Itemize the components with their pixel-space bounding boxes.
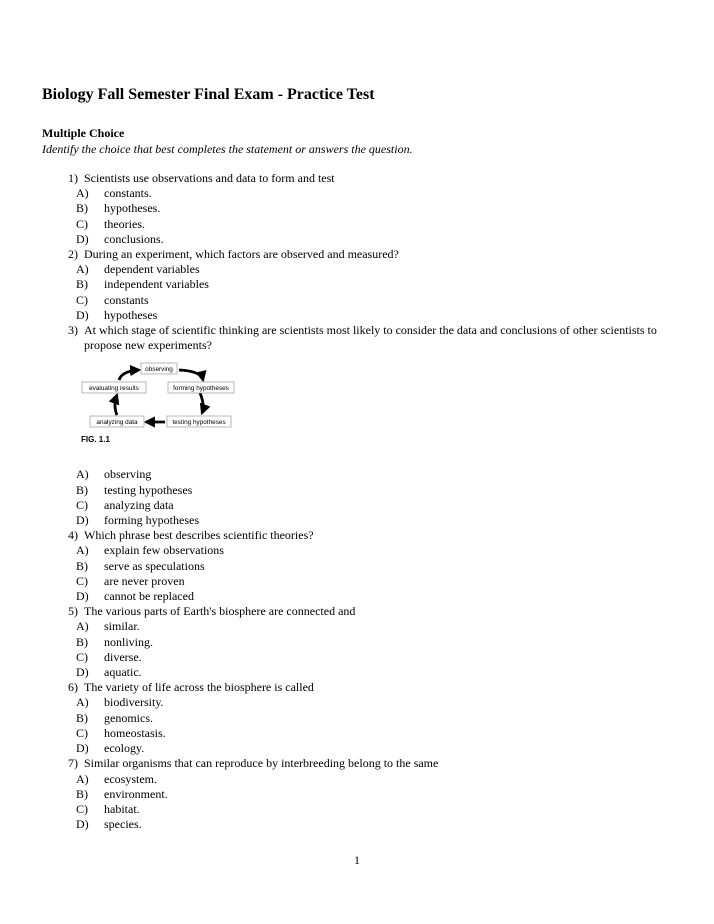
choice-text: hypotheses.	[104, 201, 161, 216]
choice-text: similar.	[104, 619, 140, 634]
choice-b	[42, 787, 692, 802]
question-number: 5)	[68, 604, 78, 619]
choice-text: conclusions.	[104, 231, 164, 246]
choice-letter: B)	[76, 634, 88, 649]
choice-letter: D)	[76, 513, 89, 528]
choice-d	[42, 741, 692, 756]
cycle-diagram	[79, 359, 239, 459]
choice-d	[42, 665, 692, 680]
choice-c	[42, 802, 692, 817]
choice-text: habitat.	[104, 801, 140, 816]
choice-d	[42, 513, 692, 528]
box-analyzing-label: analyzing data	[96, 419, 138, 427]
choice-text: nonliving.	[104, 634, 154, 649]
question-text: The variety of life across the biosphere is called	[84, 680, 314, 695]
choice-text: independent variables	[104, 277, 209, 292]
choice-text: ecosystem.	[104, 771, 157, 786]
choice-a	[42, 619, 692, 634]
choice-letter: C)	[76, 725, 88, 740]
choice-text: homeostasis.	[104, 725, 166, 740]
choice-a	[42, 186, 692, 201]
choice-b	[42, 483, 692, 498]
question-number: 6)	[68, 680, 78, 695]
choice-text: genomics.	[104, 710, 153, 725]
choice-text: hypotheses	[104, 307, 158, 322]
choice-text: ecology.	[104, 741, 145, 756]
choice-letter: C)	[76, 292, 88, 307]
question-number: 2)	[68, 247, 78, 262]
question-2	[42, 247, 692, 323]
figure-caption: FIG. 1.1	[81, 435, 110, 445]
choice-letter: C)	[76, 216, 88, 231]
question-4	[42, 528, 692, 604]
choice-text: constants.	[104, 186, 152, 201]
question-text: At which stage of scientific thinking are scientists most likely to consider the data and conclusions of other scientists to propose new experiments?	[84, 323, 657, 353]
arrow-evaluating-to-observing	[119, 370, 139, 380]
choice-text: observing	[104, 467, 152, 482]
choice-letter: C)	[76, 497, 88, 512]
choice-b	[42, 559, 692, 574]
choice-letter: B)	[76, 277, 88, 292]
section-heading: Multiple Choice	[42, 126, 125, 140]
choice-letter: A)	[76, 262, 89, 277]
choice-letter: C)	[76, 649, 88, 664]
choice-text: explain few observations	[104, 543, 224, 558]
choice-letter: D)	[76, 231, 89, 246]
choice-letter: B)	[76, 482, 88, 497]
page-number: 1	[354, 853, 360, 867]
choice-text: species.	[104, 817, 142, 832]
choice-text: serve as speculations	[104, 558, 205, 573]
question-number: 4)	[68, 528, 78, 543]
choice-d	[42, 589, 692, 604]
arrow-forming-to-testing	[200, 393, 203, 413]
choice-letter: A)	[76, 467, 89, 482]
choice-letter: D)	[76, 589, 89, 604]
choice-text: environment.	[104, 786, 168, 801]
choice-text: theories.	[104, 216, 145, 231]
choice-text: constants	[104, 292, 149, 307]
choice-b	[42, 201, 692, 216]
choice-letter: B)	[76, 558, 88, 573]
choice-letter: B)	[76, 710, 88, 725]
choice-text: analyzing data	[104, 497, 174, 512]
choice-text: testing hypotheses	[104, 482, 193, 497]
choice-letter: A)	[76, 186, 89, 201]
choice-a	[42, 695, 692, 710]
choice-letter: A)	[76, 771, 89, 786]
choice-letter: A)	[76, 543, 89, 558]
box-evaluating-label: evaluating results	[89, 385, 139, 393]
choice-c	[42, 498, 692, 513]
question-text: During an experiment, which factors are observed and measured?	[84, 247, 399, 262]
choice-letter: D)	[76, 307, 89, 322]
choice-letter: C)	[76, 801, 88, 816]
choice-c	[42, 726, 692, 741]
choice-text: biodiversity.	[104, 695, 164, 710]
question-1	[42, 171, 692, 247]
choice-letter: A)	[76, 695, 89, 710]
choice-a	[42, 543, 692, 558]
choice-letter: D)	[76, 665, 89, 680]
choice-letter: D)	[76, 817, 89, 832]
choice-text: forming hypotheses	[104, 513, 199, 528]
question-list	[42, 171, 692, 832]
scientific-method-figure	[42, 359, 692, 463]
question-number: 7)	[68, 756, 78, 771]
choice-c	[42, 293, 692, 308]
choice-letter: C)	[76, 573, 88, 588]
choice-text: cannot be replaced	[104, 589, 194, 604]
choice-letter: B)	[76, 201, 88, 216]
question-6	[42, 680, 692, 756]
choice-d	[42, 817, 692, 832]
question-number: 1)	[68, 171, 78, 185]
choice-c	[42, 650, 692, 665]
question-text: Scientists use observations and data to form and test	[84, 171, 335, 185]
choice-a	[42, 467, 692, 482]
choice-b	[42, 635, 692, 650]
question-number: 3)	[68, 323, 78, 338]
choice-d	[42, 308, 692, 323]
choice-b	[42, 711, 692, 726]
choice-d	[42, 232, 692, 247]
choice-c	[42, 574, 692, 589]
box-testing-label: testing hypotheses	[172, 419, 226, 427]
choice-text: are never proven	[104, 573, 185, 588]
choice-a	[42, 262, 692, 277]
page-title: Biology Fall Semester Final Exam - Practice Test	[42, 86, 375, 103]
arrow-analyzing-to-evaluating	[115, 395, 117, 415]
choice-letter: A)	[76, 619, 89, 634]
choice-letter: B)	[76, 786, 88, 801]
choice-c	[42, 217, 692, 232]
choice-text: dependent variables	[104, 262, 200, 277]
instructions: Identify the choice that best completes the statement or answers the question.	[42, 142, 413, 156]
question-3	[42, 323, 692, 528]
choice-text: aquatic.	[104, 665, 142, 680]
choice-letter: D)	[76, 741, 89, 756]
arrow-observing-to-forming	[179, 370, 203, 380]
choice-b	[42, 277, 692, 292]
choice-text: diverse.	[104, 649, 142, 664]
question-5	[42, 604, 692, 680]
question-text: Which phrase best describes scientific theories?	[84, 528, 314, 543]
box-forming-label: forming hypotheses	[173, 385, 229, 393]
question-7	[42, 756, 692, 832]
choice-a	[42, 772, 692, 787]
question-text: Similar organisms that can reproduce by interbreeding belong to the same	[84, 756, 439, 771]
question-text: The various parts of Earth's biosphere are connected and	[84, 604, 356, 619]
box-observing-label: observing	[145, 366, 173, 374]
